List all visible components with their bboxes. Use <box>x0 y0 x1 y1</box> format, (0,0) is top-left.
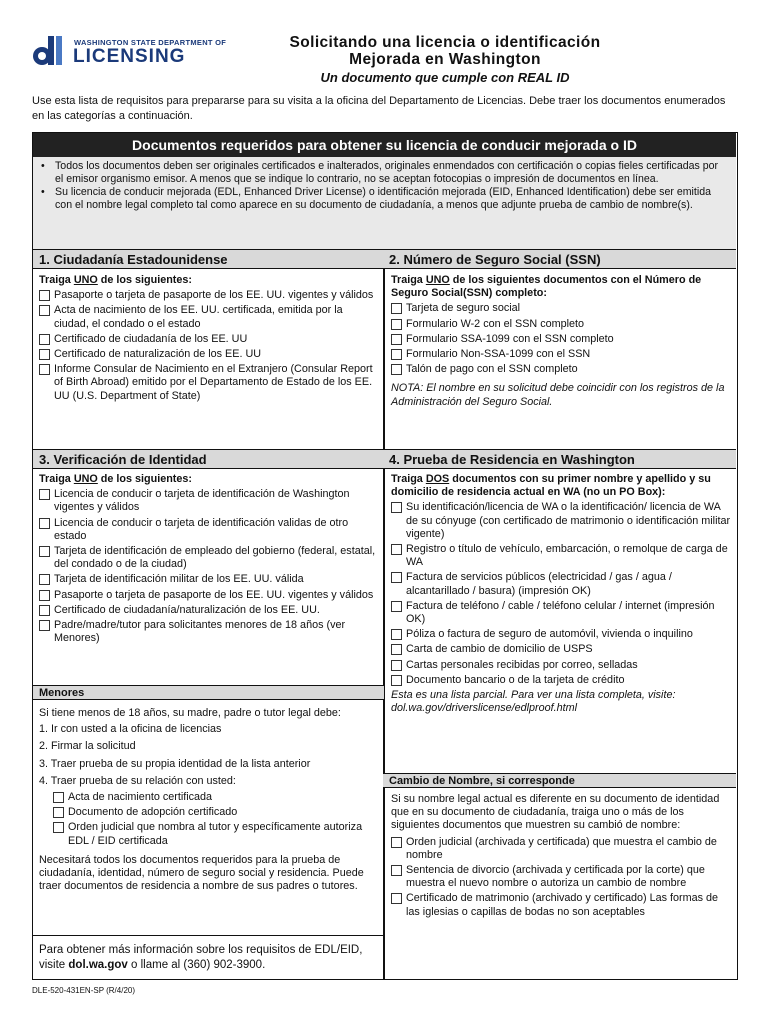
checkbox-item[interactable] <box>391 571 731 597</box>
checkbox-item[interactable] <box>39 304 379 330</box>
section-1-header: 1. Ciudadanía Estadounidense <box>33 249 384 269</box>
checkbox-label: Pasaporte o tarjeta de pasaporte de los EE. UU. vigentes y válidos <box>54 289 374 302</box>
requirements-box <box>32 132 738 980</box>
checkbox-label: Padre/madre/tutor para solicitantes menores de 18 años (ver Menores) <box>54 619 346 645</box>
checkbox-item[interactable] <box>39 363 379 403</box>
checkbox-label: Informe Consular de Nacimiento en el Extranjero (Consular Report of Birth Abroad) emitido por el Departamento de Estado de los EE. UU (U.S. Department of State) <box>54 363 373 402</box>
general-notes <box>33 157 736 257</box>
checkbox-label: Licencia de conducir o tarjeta de identificación validas de otro estado <box>54 516 349 542</box>
title-line-1: Solicitando una licencia o identificación <box>289 34 601 51</box>
note-bullet: • Todos los documentos deben ser originales certificados e inalterados, originales enmendados con certificación o copias fieles certificadas por el emisor organismo emisor. A menos que se indique lo contrario, no se aceptan fotocopias o impresión de documentos en línea. <box>41 160 728 186</box>
checkbox-icon[interactable] <box>391 334 402 345</box>
title-line-2: Mejorada en Washington <box>349 51 541 68</box>
menores-closing: Necesitará todos los documentos requeridos para la prueba de ciudadanía, identidad, número de seguro social y residencia. Puede traer documentos de residencia a nombre de sus padres o tutores. <box>39 853 364 893</box>
note-text: Su licencia de conducir mejorada (EDL, Enhanced Driver License) o identificación mejorada (EID, Enhanced Identification) debe ser emitida con el nombre legal completo tal como aparece en su documento de ciudadanía, a menos que adjunte prueba de cambio de nombre(s). <box>55 186 711 211</box>
checkbox-item[interactable] <box>39 619 379 645</box>
checkbox-item[interactable] <box>53 791 379 804</box>
note-text: Todos los documentos deben ser originales certificados e inalterados, originales enmendados con certificación o copias fieles certificadas por el emisor organismo emisor. A menos que se indique lo contrario, no se aceptan fotocopias o impresión de documentos en línea. <box>55 160 719 185</box>
checkbox-item[interactable] <box>391 363 731 376</box>
checkbox-icon[interactable] <box>391 644 402 655</box>
checkbox-label: Factura de servicios públicos (electricidad / gas / agua / alcantarillado / basura) (impresión OK) <box>406 571 672 597</box>
checkbox-label: Formulario W-2 con el SSN completo <box>406 317 585 330</box>
menores-header: Menores <box>33 685 384 700</box>
checkbox-icon[interactable] <box>391 893 402 904</box>
section-4-body <box>391 473 731 715</box>
checkbox-icon[interactable] <box>391 837 402 848</box>
menores-checklist <box>39 791 379 848</box>
checkbox-label: Sentencia de divorcio (archivada y certificada por la corte) que muestra el nuevo nombre o autoriza un cambio de nombre <box>406 864 705 890</box>
checkbox-icon[interactable] <box>391 364 402 375</box>
checkbox-label: Certificado de naturalización de los EE. UU <box>54 348 262 361</box>
checkbox-label: Acta de nacimiento certificada <box>68 791 213 804</box>
checkbox-label: Registro o título de vehículo, embarcación, o remolque de carga de WA <box>406 543 728 569</box>
checkbox-icon[interactable] <box>391 319 402 330</box>
checkbox-item[interactable] <box>39 517 379 543</box>
note-bullet: • Su licencia de conducir mejorada (EDL, Enhanced Driver License) o identificación mejorada (EID, Enhanced Identification) debe ser emitida con el nombre legal completo tal como aparece en su documento de ciudadanía, a menos que adjunte prueba de cambio de nombre(s). <box>41 186 728 212</box>
checkbox-item[interactable] <box>39 289 379 302</box>
residence-note: Esta es una lista parcial. Para ver una lista completa, visite: dol.wa.gov/driverslicense/edlproof.html <box>391 689 676 715</box>
checkbox-label: Licencia de conducir o tarjeta de identificación de Washington vigentes y válidos <box>54 488 350 514</box>
checkbox-icon[interactable] <box>53 792 64 803</box>
checkbox-icon[interactable] <box>391 572 402 583</box>
checkbox-label: Póliza o factura de seguro de automóvil, vivienda o inquilino <box>406 628 693 641</box>
menores-body <box>39 707 379 893</box>
ssn-note: NOTA: El nombre en su solicitud debe coincidir con los registros de la Administración del Seguro Social. <box>391 382 725 408</box>
checkbox-icon[interactable] <box>391 629 402 640</box>
checkbox-label: Cartas personales recibidas por correo, selladas <box>406 658 638 671</box>
form-number: DLE-520-431EN-SP (R/4/20) <box>32 986 136 995</box>
checkbox-item[interactable] <box>391 892 731 918</box>
page-title <box>230 34 660 68</box>
checkbox-icon[interactable] <box>39 489 50 500</box>
page-subtitle: Un documento que cumple con REAL ID <box>320 70 570 85</box>
checkbox-icon[interactable] <box>391 502 402 513</box>
checkbox-icon[interactable] <box>391 544 402 555</box>
checkbox-item[interactable] <box>391 659 731 672</box>
checkbox-label: Documento bancario o de la tarjeta de crédito <box>406 673 625 686</box>
checkbox-label: Formulario SSA-1099 con el SSN completo <box>406 332 614 345</box>
checkbox-label: Documento de adopción certificado <box>68 806 238 819</box>
checkbox-label: Tarjeta de identificación de empleado del gobierno (federal, estatal, del condado o de la ciudad) <box>54 545 376 571</box>
checkbox-label: Tarjeta de seguro social <box>406 302 521 315</box>
checkbox-icon[interactable] <box>391 675 402 686</box>
checkbox-icon[interactable] <box>39 364 50 375</box>
checkbox-item[interactable] <box>391 674 731 687</box>
checkbox-item[interactable] <box>391 628 731 641</box>
logo-dept-text: WASHINGTON STATE DEPARTMENT OF <box>74 38 227 47</box>
checkbox-label: Talón de pago con el SSN completo <box>406 363 578 376</box>
section-2-lead: Traiga UNO de los siguientes documentos con el Número de Seguro Social(SSN) completo: <box>391 274 702 300</box>
menores-step: 1. Ir con usted a la oficina de licencias <box>39 723 222 736</box>
checkbox-item[interactable] <box>391 348 731 361</box>
checkbox-item[interactable] <box>39 604 379 617</box>
menores-intro: Si tiene menos de 18 años, su madre, padre o tutor legal debe: <box>39 707 341 719</box>
checkbox-icon[interactable] <box>39 518 50 529</box>
more-info: Para obtener más información sobre los requisitos de EDL/EID, visite dol.wa.gov o llame al (360) 902-3900. <box>39 944 363 971</box>
checkbox-icon[interactable] <box>39 305 50 316</box>
checkbox-label: Carta de cambio de domicilio de USPS <box>406 643 593 656</box>
checkbox-label: Certificado de ciudadanía/naturalización de los EE. UU. <box>54 603 320 616</box>
dol-logo <box>32 32 227 72</box>
checkbox-label: Orden judicial (archivada y certificada) que muestra el cambio de nombre <box>406 835 717 861</box>
section-1-body <box>39 274 379 405</box>
checkbox-item[interactable] <box>39 573 379 586</box>
checkbox-item[interactable] <box>391 501 731 541</box>
section-3-body <box>39 473 379 647</box>
checkbox-icon[interactable] <box>39 590 50 601</box>
checkbox-item[interactable] <box>391 864 731 890</box>
checkbox-icon[interactable] <box>39 334 50 345</box>
checkbox-item[interactable] <box>39 348 379 361</box>
checkbox-item[interactable] <box>53 821 379 847</box>
main-header: Documentos requeridos para obtener su licencia de conducir mejorada o ID <box>33 133 736 157</box>
checkbox-icon[interactable] <box>391 660 402 671</box>
section-4-lead: Traiga DOS documentos con su primer nombre y apellido y su domicilio de residencia actual en WA (no un PO Box): <box>391 473 711 499</box>
section-2-body <box>391 274 731 409</box>
checkbox-item[interactable] <box>391 333 731 346</box>
checkbox-icon[interactable] <box>39 574 50 585</box>
checkbox-icon[interactable] <box>391 601 402 612</box>
section-3-lead: Traiga UNO de los siguientes: <box>39 473 193 485</box>
checkbox-label: Factura de teléfono / cable / teléfono celular / internet (impresión OK) <box>406 599 715 626</box>
section-1-lead: Traiga UNO de los siguientes: <box>39 274 193 286</box>
checkbox-icon[interactable] <box>391 349 402 360</box>
section-2-header: 2. Número de Seguro Social (SSN) <box>383 249 736 269</box>
cambio-intro: Si su nombre legal actual es diferente en su documento de identidad que en su documento de ciudadanía, traiga uno o más de los siguientes documentos que muestren su cambió de nombre: <box>391 793 720 832</box>
menores-step: 2. Firmar la solicitud <box>39 740 136 753</box>
checkbox-label: Tarjeta de identificación militar de los EE. UU. válida <box>54 573 304 586</box>
more-info-divider <box>33 935 383 936</box>
checkbox-item[interactable] <box>391 302 731 315</box>
checkbox-icon[interactable] <box>39 546 50 557</box>
checkbox-label: Certificado de ciudadanía de los EE. UU <box>54 332 248 345</box>
intro-text: Use esta lista de requisitos para prepararse para su visita a la oficina del Departamento de Licencias. Debe traer los documentos enumerados en las categorías a continuación. <box>32 95 726 122</box>
section-4-header: 4. Prueba de Residencia en Washington <box>383 449 736 469</box>
menores-step: 3. Traer prueba de su propia identidad de la lista anterior <box>39 757 311 770</box>
logo-licensing-text: LICENSING <box>73 46 186 67</box>
dol-logo-mark <box>32 32 70 70</box>
checkbox-item[interactable] <box>391 643 731 656</box>
cambio-body <box>391 793 731 921</box>
checkbox-label: Certificado de matrimonio (archivado y certificado) Las formas de las iglesias o capillas de bodas no son aceptables <box>406 892 719 918</box>
checkbox-label: Su identificación/licencia de WA o la identificación/ licencia de WA de su cónyuge (con certificado de matrimonio o identificación militar vigente) <box>406 501 731 540</box>
checkbox-item[interactable] <box>53 806 379 819</box>
checkbox-icon[interactable] <box>53 822 64 833</box>
checkbox-label: Acta de nacimiento de los EE. UU. certificada, emitida por la ciudad, el condado o el estado <box>54 304 343 330</box>
checkbox-item[interactable] <box>391 543 731 569</box>
checkbox-label: Formulario Non-SSA-1099 con el SSN <box>406 348 591 361</box>
column-divider <box>383 257 385 979</box>
checkbox-icon[interactable] <box>39 290 50 301</box>
cambio-header: Cambio de Nombre, si corresponde <box>383 773 736 788</box>
checkbox-item[interactable] <box>39 333 379 346</box>
checkbox-item[interactable] <box>39 488 379 514</box>
checkbox-item[interactable] <box>391 836 731 862</box>
checkbox-icon[interactable] <box>39 620 50 631</box>
checkbox-item[interactable] <box>39 545 379 571</box>
checkbox-item[interactable] <box>391 600 731 626</box>
checkbox-icon[interactable] <box>53 807 64 818</box>
checkbox-icon[interactable] <box>39 605 50 616</box>
checkbox-item[interactable] <box>391 318 731 331</box>
checkbox-icon[interactable] <box>391 303 402 314</box>
checkbox-item[interactable] <box>39 589 379 602</box>
section-3-header: 3. Verificación de Identidad <box>33 449 384 469</box>
checkbox-label: Orden judicial que nombra al tutor y específicamente autoriza EDL / EID certificada <box>68 821 363 847</box>
dol-link[interactable]: dol.wa.gov <box>68 959 128 971</box>
checkbox-icon[interactable] <box>391 865 402 876</box>
checkbox-label: Pasaporte o tarjeta de pasaporte de los EE. UU. vigentes y válidos <box>54 588 374 601</box>
checkbox-icon[interactable] <box>39 349 50 360</box>
menores-step: 4. Traer prueba de su relación con usted: <box>39 774 236 787</box>
